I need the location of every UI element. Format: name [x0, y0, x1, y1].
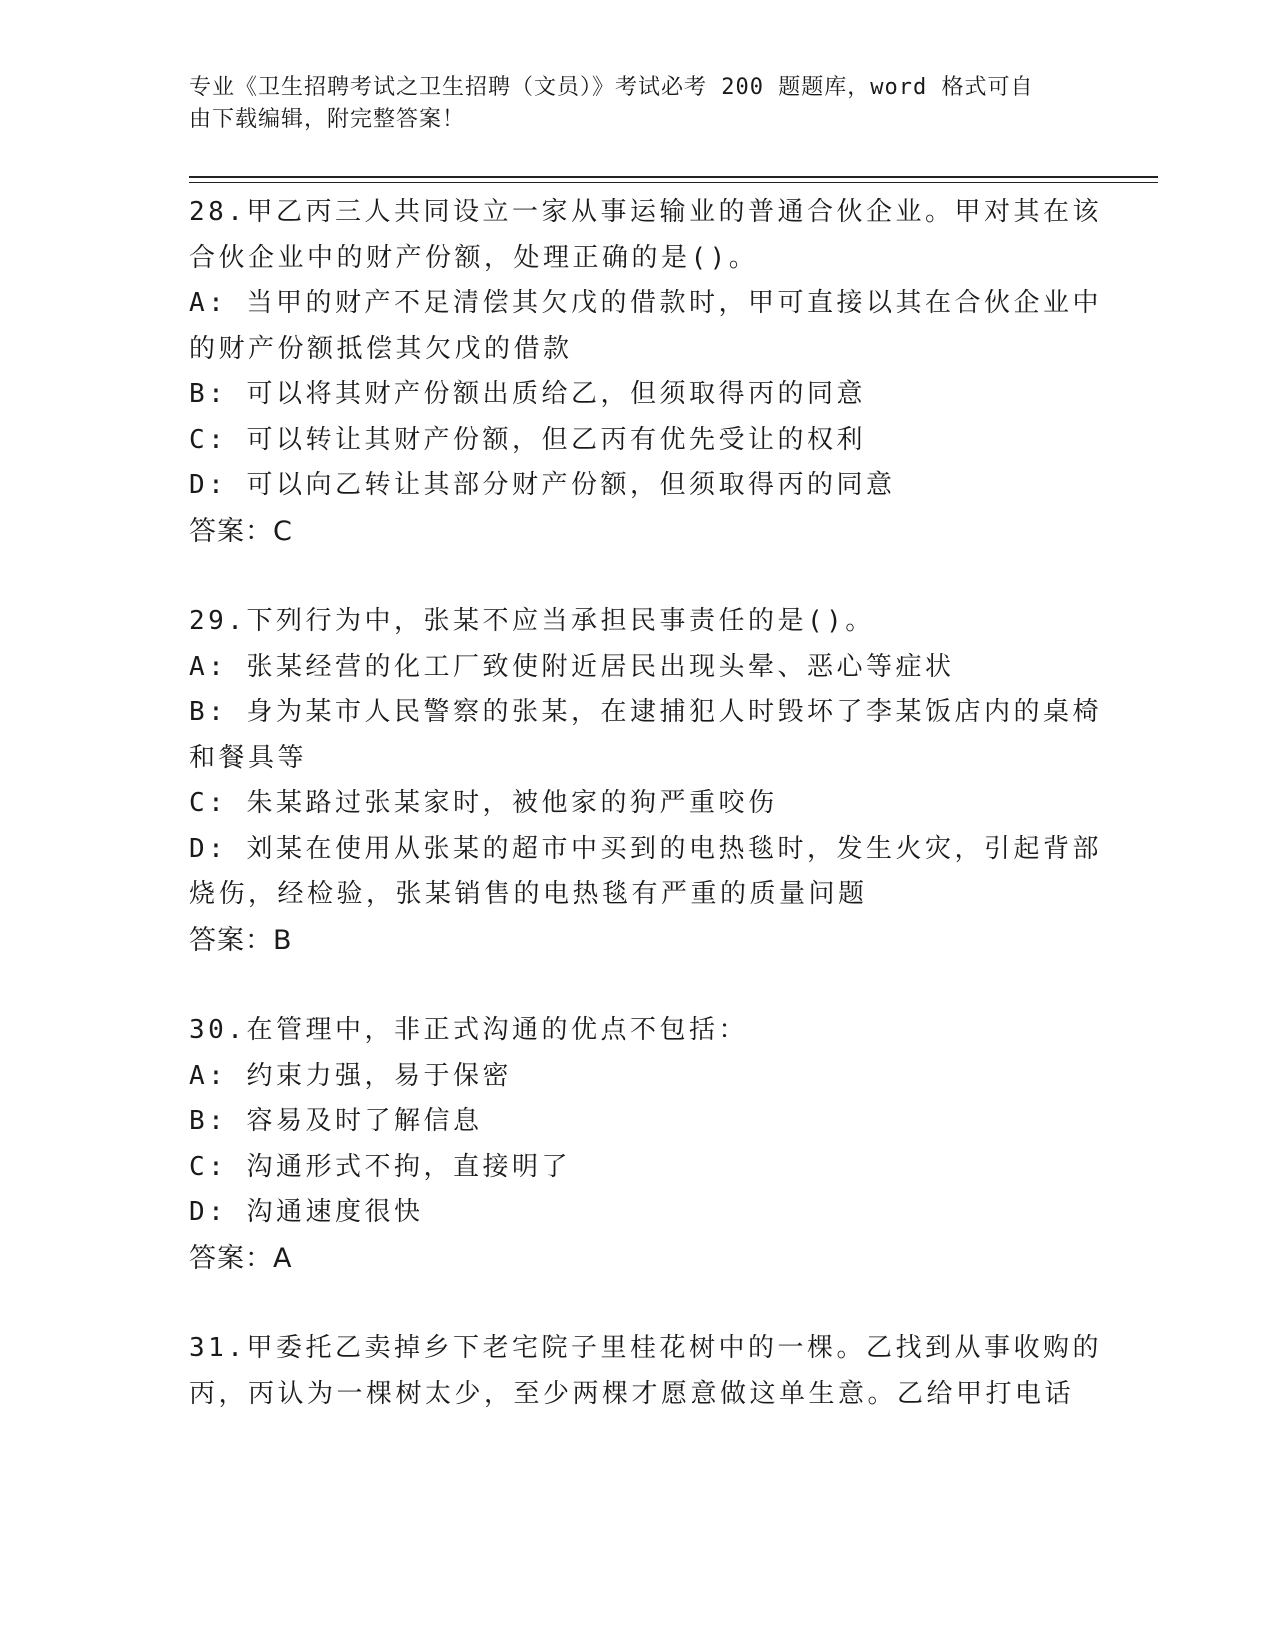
answer-option	[189, 372, 1079, 418]
header-line-2: 由下载编辑，附完整答案！	[189, 107, 466, 132]
answer-option	[189, 690, 1102, 781]
answer-key: 答案：A	[189, 1242, 293, 1274]
header-divider-thin	[189, 182, 1158, 183]
answer-option-line: B: 容易及时了解信息	[189, 1106, 483, 1136]
question-stem-line: 丙，丙认为一棵树太少，至少两棵才愿意做这单生意。乙给甲打电话	[189, 1378, 1075, 1409]
header-divider-thick	[189, 176, 1158, 178]
answer-option	[189, 281, 1102, 372]
answer-option	[189, 1145, 1079, 1191]
answer-option	[189, 781, 1079, 827]
question-stem-line: 29.下列行为中，张某不应当承担民事责任的是()。	[189, 606, 875, 636]
answer-option-line: 和餐具等	[189, 742, 308, 773]
question-block	[189, 599, 1102, 963]
question-list	[189, 190, 1102, 1417]
answer-option-line: A: 张某经营的化工厂致使附近居民出现头晕、恶心等症状	[189, 651, 955, 682]
answer-option-line: A: 当甲的财产不足清偿其欠戊的借款时，甲可直接以其在合伙企业中	[189, 288, 1102, 318]
answer-option	[189, 463, 1079, 509]
answer-key: 答案：B	[189, 924, 293, 956]
answer-option	[189, 1099, 1079, 1145]
answer-option	[189, 827, 1102, 918]
question-block	[189, 1008, 1079, 1281]
answer-option-line: B: 可以将其财产份额出质给乙，但须取得丙的同意	[189, 379, 866, 409]
question-stem-line: 30.在管理中，非正式沟通的优点不包括：	[189, 1015, 748, 1045]
header-line-1: 专业《卫生招聘考试之卫生招聘（文员）》考试必考 200 题题库，word 格式可自	[189, 75, 1034, 100]
answer-option	[189, 1054, 1079, 1100]
answer-option	[189, 418, 1079, 464]
answer-option-line: A: 约束力强，易于保密	[189, 1060, 512, 1091]
question-stem-line: 合伙企业中的财产份额，处理正确的是()。	[189, 242, 759, 273]
question-stem-line: 31.甲委托乙卖掉乡下老宅院子里桂花树中的一棵。乙找到从事收购的	[189, 1333, 1102, 1363]
answer-option-line: B: 身为某市人民警察的张某，在逮捕犯人时毁坏了李某饭店内的桌椅	[189, 697, 1102, 727]
answer-option-line: C: 沟通形式不拘，直接明了	[189, 1151, 571, 1182]
answer-option-line: 烧伤，经检验，张某销售的电热毯有严重的质量问题	[189, 879, 868, 909]
answer-option	[189, 645, 1079, 691]
answer-option-line: 的财产份额抵偿其欠戊的借款	[189, 333, 573, 364]
answer-option-line: D: 刘某在使用从张某的超市中买到的电热毯时，发生火灾，引起背部	[189, 833, 1102, 864]
answer-key: 答案：C	[189, 515, 293, 547]
question-stem-line: 28.甲乙丙三人共同设立一家从事运输业的普通合伙企业。甲对其在该	[189, 197, 1102, 227]
answer-option	[189, 1190, 1079, 1236]
answer-option-line: D: 可以向乙转让其部分财产份额，但须取得丙的同意	[189, 470, 896, 500]
answer-option-line: C: 朱某路过张某家时，被他家的狗严重咬伤	[189, 788, 778, 818]
document-header	[189, 72, 1069, 136]
question-block	[189, 1326, 1102, 1417]
answer-option-line: D: 沟通速度很快	[189, 1197, 424, 1227]
question-block	[189, 190, 1102, 554]
answer-option-line: C: 可以转让其财产份额，但乙丙有优先受让的权利	[189, 424, 866, 455]
